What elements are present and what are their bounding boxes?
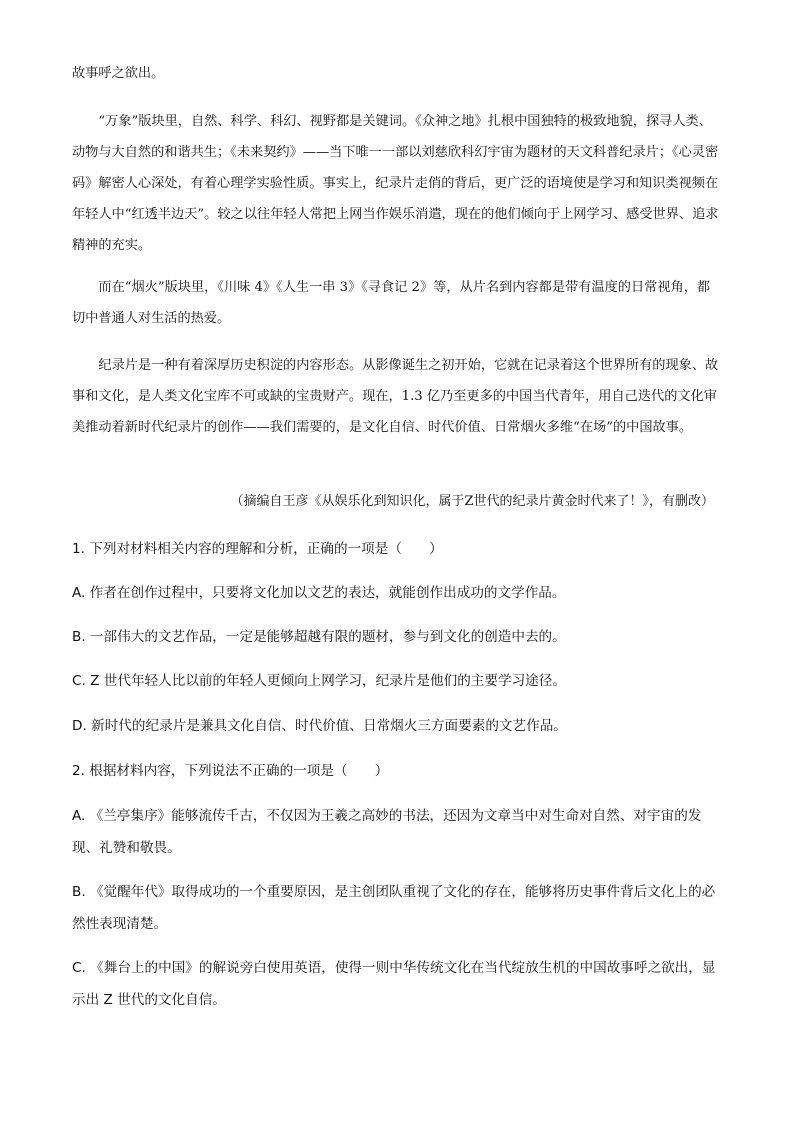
- question-1-stem: 1. 下列对材料相关内容的理解和分析，正确的一项是（ ）: [72, 541, 443, 557]
- question-2-option-a: A. 《兰亭集序》能够流传千古，不仅因为王羲之高妙的书法，还因为文章当中对生命对自然、对宇宙的发现、礼赞和敬畏。: [72, 808, 702, 856]
- question-2-option-c: C. 《舞台上的中国》的解说旁白使用英语，使得一则中华传统文化在当代绽放生机的中国故事呼之欲出，显示出 Z 世代的文化自信。: [72, 960, 716, 1008]
- question-2-stem: 2. 根据材料内容，下列说法不正确的一项是（ ）: [72, 763, 389, 779]
- question-1-option-d: D. 新时代的纪录片是兼具文化自信、时代价值、日常烟火三方面要素的文艺作品。: [72, 718, 567, 734]
- passage-paragraph-1: “万象”版块里，自然、科学、科幻、视野都是关键词。《众神之地》扎根中国独特的极致地貌，探寻人类、动物与大自然的和谐共生；《未来契约》——当下唯一一部以刘慈欣科幻宇宙为题材的天文科普纪录片；《心灵密码》解密人心深处，有着心理学实验性质。事实上，纪录片走俏的背后，更广泛的语境使是学习和知识类视频在年轻人中“红透半边天”。较之以往年轻人常把上网当作娱乐消遣，现在的他们倾向于上网学习、感受世界、追求精神的充实。: [72, 114, 719, 253]
- passage-paragraph-3: 纪录片是一种有着深厚历史积淀的内容形态。从影像诞生之初开始，它就在记录着这个世界所有的现象、故事和文化，是人类文化宝库不可或缺的宝贵财产。现在，1.3 亿乃至更多的中国当代青年，用自己迭代的文化审美推动着新时代纪录片的创作——我们需要的，是文化自信、时代价值、日常烟火多维“在场”的中国故事。: [72, 358, 719, 435]
- question-1-option-c: C. Z 世代年轻人比以前的年轻人更倾向上网学习，纪录片是他们的主要学习途径。: [72, 673, 566, 689]
- passage-paragraph-2: 而在“烟火”版块里，《川味 4》《人生一串 3》《寻食记 2》等，从片名到内容都是带有温度的日常视角，都切中普通人对生活的热爱。: [72, 280, 711, 326]
- passage-paragraph-0: 故事呼之欲出。: [72, 66, 165, 81]
- question-2-option-b: B. 《觉醒年代》取得成功的一个重要原因，是主创团队重视了文化的存在，能够将历史事件背后文化上的必然性表现清楚。: [72, 884, 716, 932]
- question-1-option-b: B. 一部伟大的文艺作品，一定是能够超越有限的题材，参与到文化的创造中去的。: [72, 629, 566, 645]
- passage-source-citation: （摘编自王彦《从娱乐化到知识化，属于Z世代的纪录片黄金时代来了！》，有删改）: [230, 494, 714, 509]
- question-1-option-a: A. 作者在创作过程中，只要将文化加以文艺的表达，就能创作出成功的文学作品。: [72, 585, 566, 601]
